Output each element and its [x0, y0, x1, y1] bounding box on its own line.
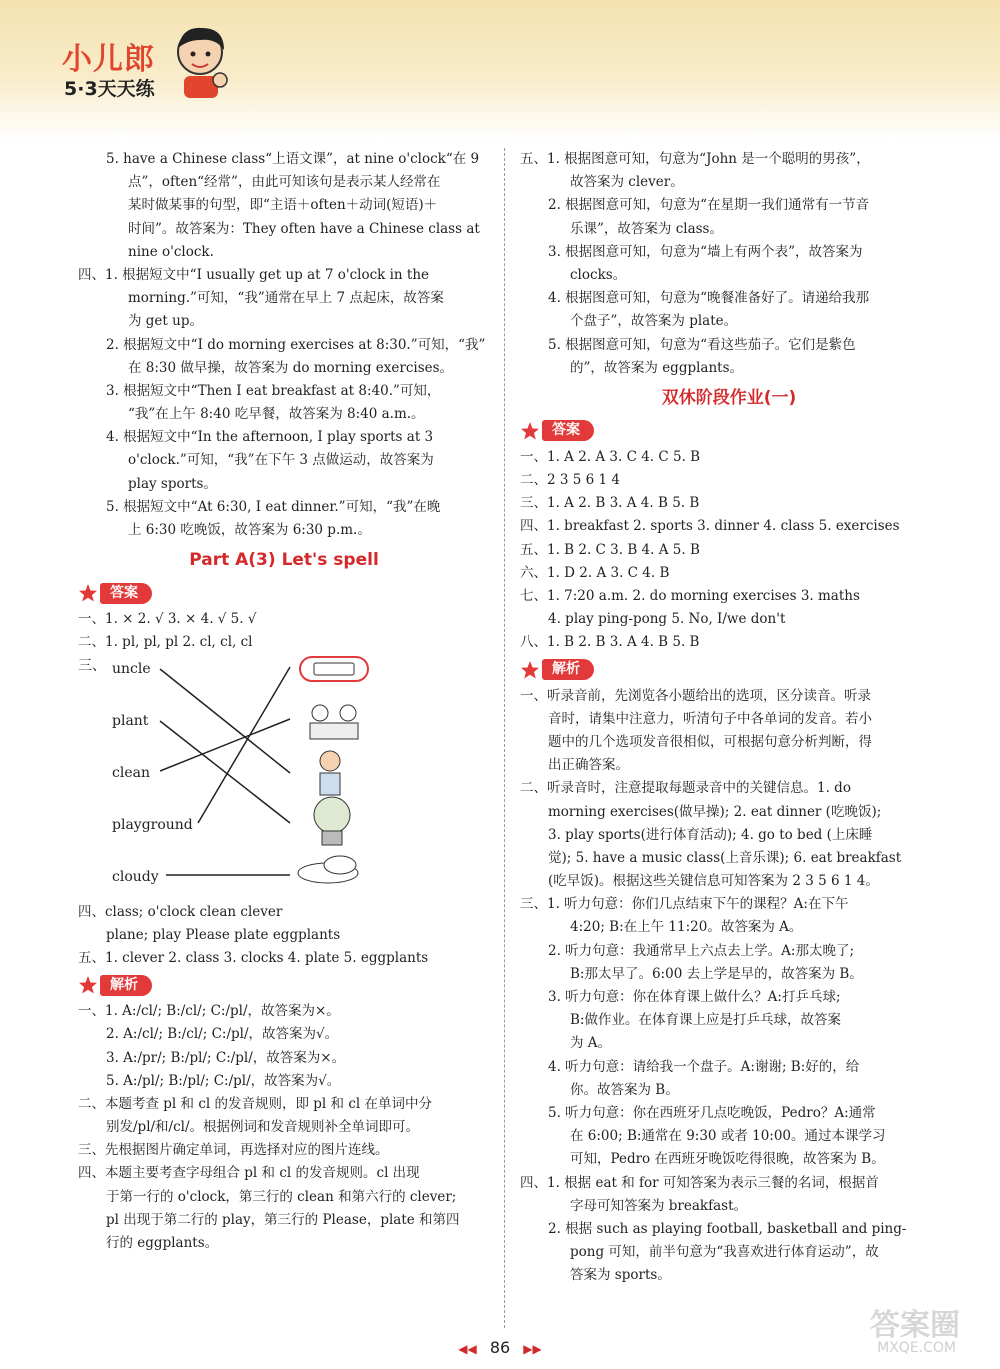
text-line: 二、1. pl, pl, pl 2. cl, cl, cl [78, 634, 253, 651]
right-intro-block [520, 148, 938, 380]
text-line: 六、1. D 2. A 3. C 4. B [520, 564, 670, 581]
text-line: 二、本题考查 pl 和 cl 的发音规则，即 pl 和 cl 在单词中分 [78, 1095, 433, 1112]
text-line: 题中的几个选项发音很相似，可根据句意分析判断，得 [548, 733, 872, 750]
text-line: 字母可知答案为 breakfast。 [570, 1197, 748, 1214]
text-line: 2. 听力句意：我通常早上六点去上学。A:那太晚了; [548, 942, 855, 959]
text-line: (吃早饭)。根据这些关键信息可知答案为 2 3 5 6 1 4。 [548, 873, 879, 890]
text-line: pl 出现于第二行的 play，第三行的 Please，plate 和第四 [106, 1211, 460, 1228]
page-footer [0, 1338, 1000, 1357]
text-line: 2. A:/cl/; B:/cl/; C:/pl/，故答案为√。 [106, 1026, 339, 1043]
text-line: 四、class; o'clock clean clever [78, 903, 283, 920]
text-line: plane; play Please plate eggplants [106, 926, 341, 943]
text-line: 时间”。故答案为：They often have a Chinese class at [128, 220, 480, 237]
text-line: B:那太早了。6:00 去上学是早的，故答案为 B。 [570, 965, 863, 982]
text-line: 四、1. 根据 eat 和 for 可知答案为表示三餐的名词，根据首 [520, 1174, 879, 1191]
left-column [78, 148, 490, 1255]
text-line: 为 get up。 [128, 313, 203, 330]
text-line: 2. 根据短文中“I do morning exercises at 8:30.”可知，“我” [106, 336, 486, 353]
text-line: 某时做某事的句型，即“主语＋often＋动词(短语)＋ [128, 197, 438, 214]
text-line: 的”，故答案为 eggplants。 [570, 359, 744, 376]
right-analysis-block [520, 685, 938, 1288]
text-line: 音时，请集中注意力，听清句子中各单词的发音。若小 [548, 710, 872, 727]
part-title: Part A(3) Let's spell [189, 550, 379, 571]
clock-picture-icon [300, 657, 368, 681]
right-column [520, 148, 938, 1287]
text-line: 出正确答案。 [548, 757, 629, 774]
text-line: 5. 听力句意：你在西班牙几点吃晚饭，Pedro？A:通常 [548, 1104, 876, 1121]
left-answers-block [78, 608, 490, 654]
match-label: 三、 [78, 657, 106, 674]
match-word-clean: clean [112, 764, 150, 781]
text-line: 五、1. B 2. C 3. B 4. A 5. B [520, 541, 700, 558]
left-analysis-block [78, 1000, 490, 1255]
answer-tag-right [520, 418, 938, 444]
text-line: 4. play ping-pong 5. No, I/we don't [548, 611, 786, 628]
text-line: 在 6:00; B:通常在 9:30 或者 10:00。通过本课学习 [570, 1128, 886, 1145]
text-line: 5. 根据图意可知，句意为“看这些茄子。它们是紫色 [548, 336, 856, 353]
analysis-tag-left [78, 972, 490, 998]
text-line: 为 A。 [570, 1035, 612, 1052]
left-answers2-block [78, 901, 490, 971]
series-name: 5·3天天练 [64, 78, 155, 100]
star-icon [78, 975, 98, 995]
text-line: 5. have a Chinese class“上语文课”，at nine o'clock“在 9 [106, 151, 480, 167]
text-line: “我”在上午 8:40 吃早餐，故答案为 8:40 a.m.。 [128, 406, 425, 423]
text-line: 二、2 3 5 6 1 4 [520, 472, 620, 489]
section-title: 双休阶段作业(一) [661, 387, 797, 408]
text-line: 2. 根据 such as playing football, basketball and ping- [548, 1220, 907, 1237]
match-word-cloudy: cloudy [112, 868, 159, 885]
answer-label: 答案 [100, 583, 152, 604]
plant-pot-icon [314, 797, 350, 845]
text-line: 5. A:/pl/; B:/pl/; C:/pl/，故答案为√。 [106, 1072, 341, 1089]
matching-exercise [78, 655, 490, 901]
text-line: 故答案为 clever。 [570, 174, 684, 191]
analysis-tag-right [520, 657, 938, 683]
text-line: 一、1. A:/cl/; B:/cl/; C:/pl/，故答案为×。 [78, 1003, 340, 1020]
cloud-icon [298, 856, 358, 883]
text-line: 5. 根据短文中“At 6:30, I eat dinner.”可知，“我”在晚 [106, 498, 441, 515]
text-line: 三、1. A 2. B 3. A 4. B 5. B [520, 495, 700, 512]
watermark-logo: 答案圈 [870, 1308, 960, 1343]
answer-label: 答案 [542, 420, 594, 441]
text-line: 3. A:/pr/; B:/pl/; C:/pl/，故答案为×。 [106, 1049, 346, 1066]
text-line: 乐课”，故答案为 class。 [570, 220, 723, 237]
page-header [0, 0, 1000, 140]
star-icon [520, 421, 540, 441]
text-line: 一、听录音前，先浏览各小题给出的选项，区分读音。听录 [520, 687, 871, 704]
text-line: play sports。 [128, 475, 217, 492]
text-line: 3. 根据短文中“Then I eat breakfast at 8:40.”可知， [106, 382, 441, 399]
watermark-url: MXQE.COM [877, 1340, 956, 1356]
text-line: 个盘子”，故答案为 plate。 [570, 313, 738, 330]
text-line: 3. play sports(进行体育活动); 4. go to bed (上床睡 [548, 826, 873, 843]
text-line: nine o'clock. [128, 243, 214, 260]
answer-tag-left [78, 580, 490, 606]
text-line: B:做作业。在体育课上应是打乒乓球，故答案 [570, 1012, 841, 1029]
match-word-uncle: uncle [112, 660, 151, 677]
text-line: 四、本题主要考查字母组合 pl 和 cl 的发音规则。cl 出现 [78, 1165, 420, 1182]
text-line: 于第一行的 o'clock，第三行的 clean 和第六行的 clever; [106, 1188, 457, 1205]
analysis-label: 解析 [100, 975, 152, 996]
text-line: 答案为 sports。 [570, 1267, 671, 1284]
text-line: 上 6:30 吃晚饭，故答案为 6:30 p.m.。 [128, 522, 371, 538]
text-line: 五、1. clever 2. class 3. clocks 4. plate 5. eggplants [78, 949, 429, 966]
text-line: 3. 根据图意可知，句意为“墙上有两个表”，故答案为 [548, 243, 863, 260]
children-playing-icon [310, 705, 358, 739]
brand-logo: 小儿郎 [62, 42, 155, 77]
next-arrows-icon: ▶▶ [523, 1342, 542, 1356]
match-word-playground: playground [112, 816, 193, 833]
match-word-plant: plant [112, 712, 149, 729]
star-icon [78, 583, 98, 603]
page-number: 86 [489, 1338, 511, 1357]
star-icon [520, 660, 540, 680]
text-line: 4:20; B:在上午 11:20。故答案为 A。 [570, 919, 803, 936]
text-line: 你。故答案为 B。 [570, 1081, 679, 1098]
text-line: morning exercises(做早操); 2. eat dinner (吃晚饭); [548, 803, 882, 820]
text-line: 2. 根据图意可知，句意为“在星期一我们通常有一节音 [548, 197, 870, 214]
text-line: 4. 根据图意可知，句意为“晚餐准备好了。请递给我那 [548, 290, 870, 307]
left-intro-block [78, 148, 490, 542]
text-line: 一、1. A 2. A 3. C 4. C 5. B [520, 448, 701, 465]
text-line: clocks。 [570, 266, 627, 283]
column-divider [504, 148, 505, 1328]
text-line: 三、先根据图片确定单词，再选择对应的图片连线。 [78, 1142, 389, 1159]
analysis-label: 解析 [542, 659, 594, 680]
text-line: 五、1. 根据图意可知，句意为“John 是一个聪明的男孩”， [520, 151, 870, 167]
text-line: 四、1. breakfast 2. sports 3. dinner 4. class 5. exercises [520, 518, 900, 535]
text-line: pong 可知，前半句意为“我喜欢进行体育运动”，故 [570, 1244, 879, 1261]
text-line: 在 8:30 做早操，故答案为 do morning exercises。 [128, 359, 454, 376]
text-line: 行的 eggplants。 [106, 1235, 219, 1251]
text-line: o'clock.”可知，“我”在下午 3 点做运动，故答案为 [128, 452, 434, 469]
text-line: 三、1. 听力句意：你们几点结束下午的课程？A:在下午 [520, 896, 849, 913]
text-line: morning.”可知，“我”通常在早上 7 点起床，故答案 [128, 290, 444, 307]
text-line: 二、听录音时，注意提取每题录音中的关键信息。1. do [520, 780, 851, 797]
matching-lines [78, 655, 490, 901]
boy-picture-icon [320, 751, 340, 795]
text-line: 点”，often“经常”，由此可知该句是表示某人经常在 [128, 174, 441, 191]
text-line: 七、1. 7:20 a.m. 2. do morning exercises 3. maths [520, 588, 860, 604]
text-line: 可知，Pedro 在西班牙晚饭吃得很晚，故答案为 B。 [570, 1151, 885, 1168]
prev-arrows-icon: ◀◀ [458, 1342, 477, 1356]
text-line: 3. 听力句意：你在体育课上做什么？A:打乒乓球; [548, 989, 841, 1005]
text-line: 四、1. 根据短文中“I usually get up at 7 o'clock in the [78, 266, 430, 283]
text-line: 一、1. × 2. √ 3. × 4. √ 5. √ [78, 611, 257, 628]
text-line: 别发/pl/和/cl/。根据例词和发音规则补全单词即可。 [106, 1119, 420, 1136]
right-answers-block [520, 446, 938, 655]
text-line: 觉); 5. have a music class(上音乐课); 6. eat breakfast [548, 849, 902, 866]
text-line: 4. 听力句意：请给我一个盘子。A:谢谢; B:好的，给 [548, 1058, 860, 1075]
text-line: 4. 根据短文中“In the afternoon, I play sports at 3 [106, 429, 434, 446]
mascot-boy-icon [170, 22, 232, 100]
text-line: 八、1. B 2. B 3. A 4. B 5. B [520, 634, 700, 651]
